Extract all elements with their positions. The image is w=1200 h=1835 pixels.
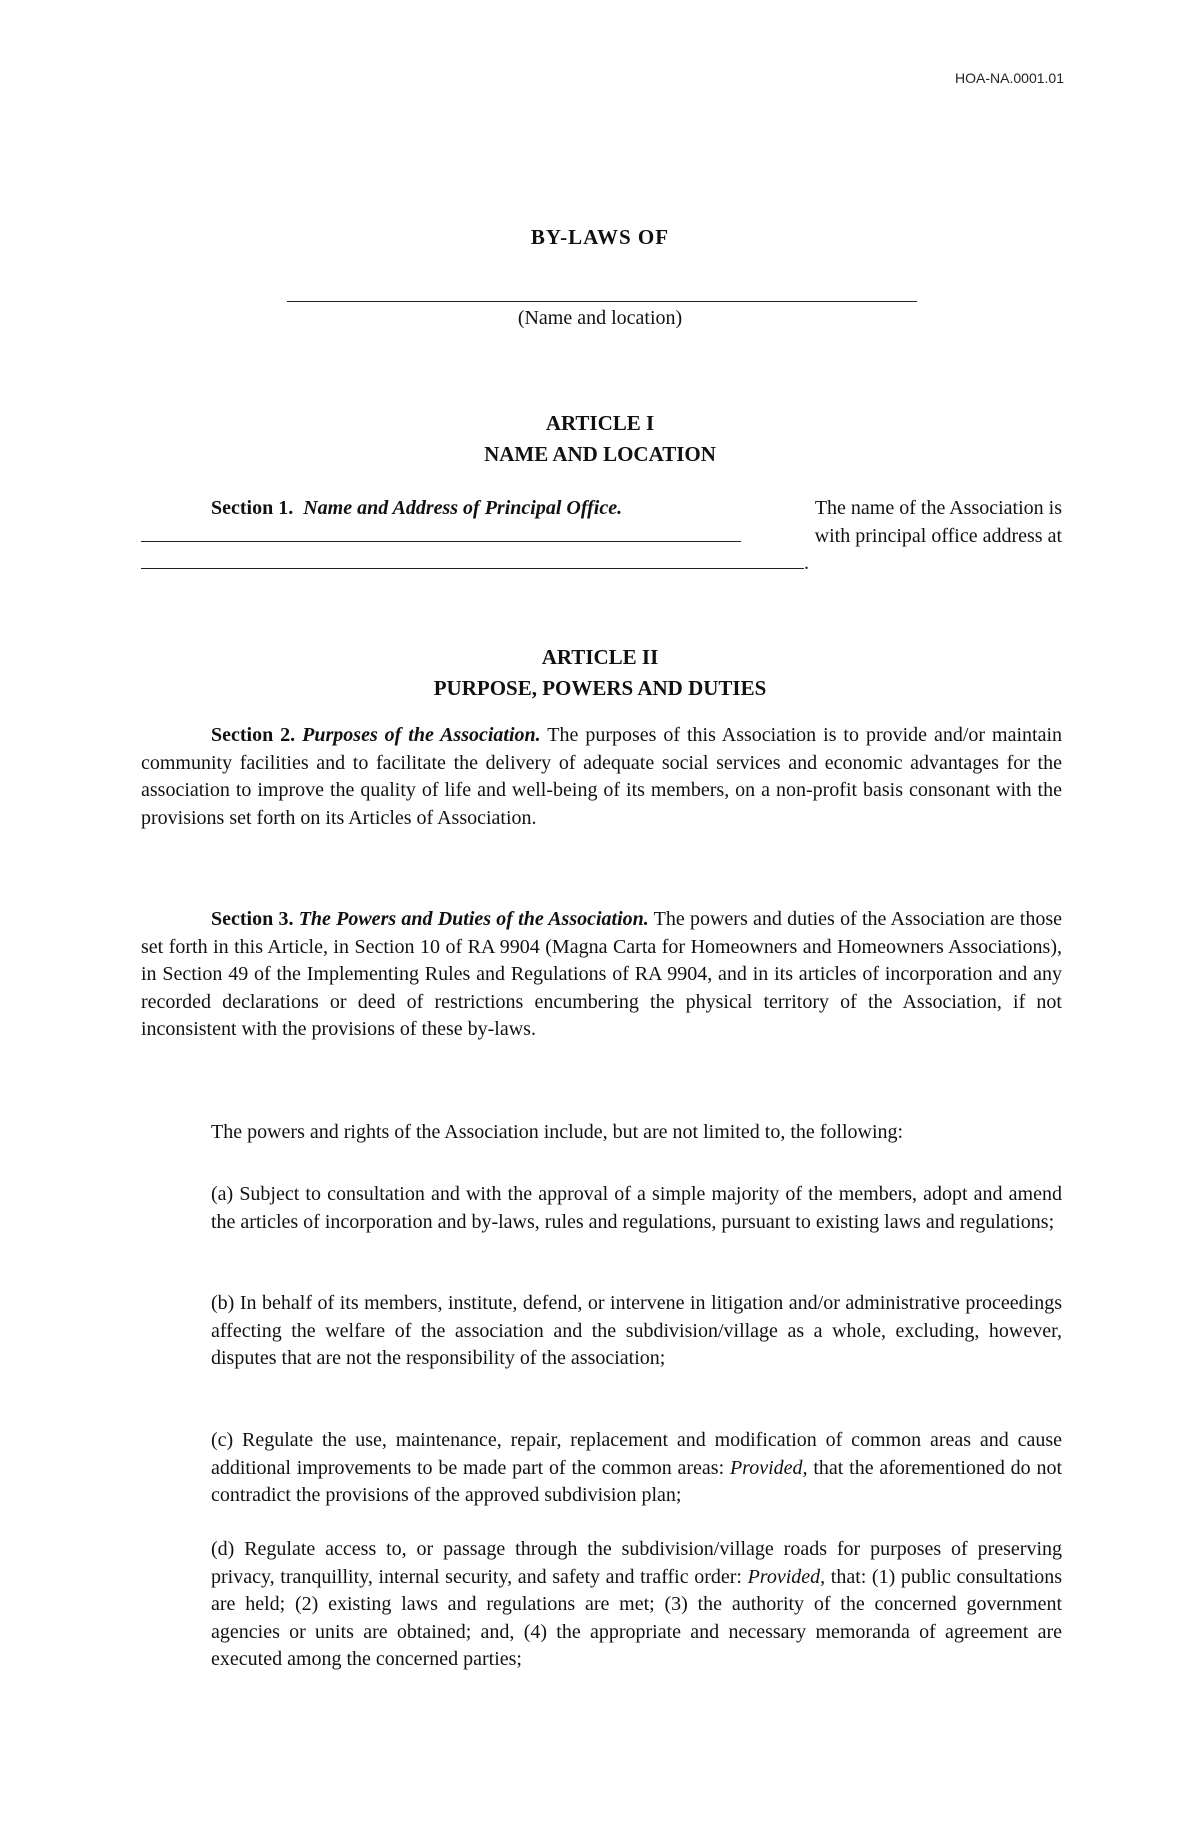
section-3-label: Section 3. — [211, 908, 294, 930]
article-2-title: PURPOSE, POWERS AND DUTIES — [433, 676, 767, 700]
section-2 — [141, 722, 1062, 832]
power-d-provided: Provided, — [747, 1565, 826, 1588]
article-1-title: NAME AND LOCATION — [484, 442, 716, 466]
section-1 — [141, 495, 1062, 578]
article-1-number: ARTICLE I — [545, 411, 655, 435]
name-blank-line — [287, 301, 917, 302]
document-code: HOA-NA.0001.01 — [955, 70, 1064, 86]
power-c-text-1: (c) Regulate the use, maintenance, repair, replacement and modification of common areas and cause additional improvements to be made part of the common areas: — [211, 1429, 1062, 1479]
power-item-b: (b) In behalf of its members, institute, defend, or intervene in litigation and/or administrative proceedings affecting the welfare of the association and the subdivision/village as a whole, excluding, however, disputes that are not the responsibility of the association; — [211, 1292, 1062, 1369]
section-1-title: Name and Address of Principal Office. — [303, 497, 623, 519]
power-c-text-2: that the aforementioned do not contradict the provisions of the approved subdivision plan; — [211, 1456, 1063, 1506]
section-3-text: The powers and duties of the Association are those set forth in this Article, in Section 10 of RA 9904 (Magna Carta for Homeowners and Homeowners Associations), in Section 49 of the Implementing Rules and Regulations of RA 9904, and in its articles of incorporation and any recorded declarations or deed of restrictions encumbering the physical territory of the Association, if not inconsistent with the provisions of these by-laws. — [141, 908, 1063, 1040]
section-1-label: Section 1. — [211, 497, 294, 519]
section-2-text: The purposes of this Association is to provide and/or maintain community facilities and to facilitate the delivery of adequate social services and economic advantages for the association to improve the quality of life and well-being of its members, on a non-profit basis consonant with the provisions set forth on its Articles of Association. — [141, 724, 1063, 829]
section-1-line-1 — [141, 495, 1062, 523]
office-address-blank — [141, 550, 804, 569]
article-1-heading — [0, 408, 1200, 470]
section-1-text-a: The name of the Association is — [814, 497, 1062, 519]
name-caption: (Name and location) — [517, 307, 683, 329]
power-d-text-2: that: (1) public consultations are held; (2) existing laws and regulations are met; (3) the authority of the concerned government agencies or units are obtained; and, (4) the appropriate and necessary memoranda of agreement are executed among the concerned parties; — [211, 1565, 1062, 1670]
section-3 — [141, 906, 1062, 1044]
power-item-c — [211, 1427, 1062, 1510]
power-c-provided: Provided, — [729, 1456, 808, 1479]
section-1-period: . — [804, 552, 809, 574]
article-2-heading — [0, 642, 1200, 704]
section-1-line-2 — [141, 523, 1062, 551]
section-2-label: Section 2. — [211, 724, 296, 746]
power-d-text-1: (d) Regulate access to, or passage through the subdivision/village roads for purposes of preserving privacy, tranquillity, internal security, and safety and traffic order: — [211, 1538, 1062, 1588]
association-name-blank — [141, 523, 741, 542]
section-2-title: Purposes of the Association. — [302, 724, 541, 746]
power-item-d — [211, 1536, 1062, 1674]
power-item-a: (a) Subject to consultation and with the approval of a simple majority of the members, adopt and amend the articles of incorporation and by-laws, rules and regulations, pursuant to existing laws and regulations; — [211, 1183, 1062, 1233]
section-1-line-3 — [141, 550, 1062, 578]
document-title: BY-LAWS OF — [530, 225, 670, 249]
section-3-title: The Powers and Duties of the Association. — [298, 908, 649, 930]
article-2-number: ARTICLE II — [541, 645, 659, 669]
powers-intro: The powers and rights of the Association include, but are not limited to, the following: — [211, 1121, 904, 1143]
section-1-text-b: with principal office address at — [814, 524, 1062, 547]
